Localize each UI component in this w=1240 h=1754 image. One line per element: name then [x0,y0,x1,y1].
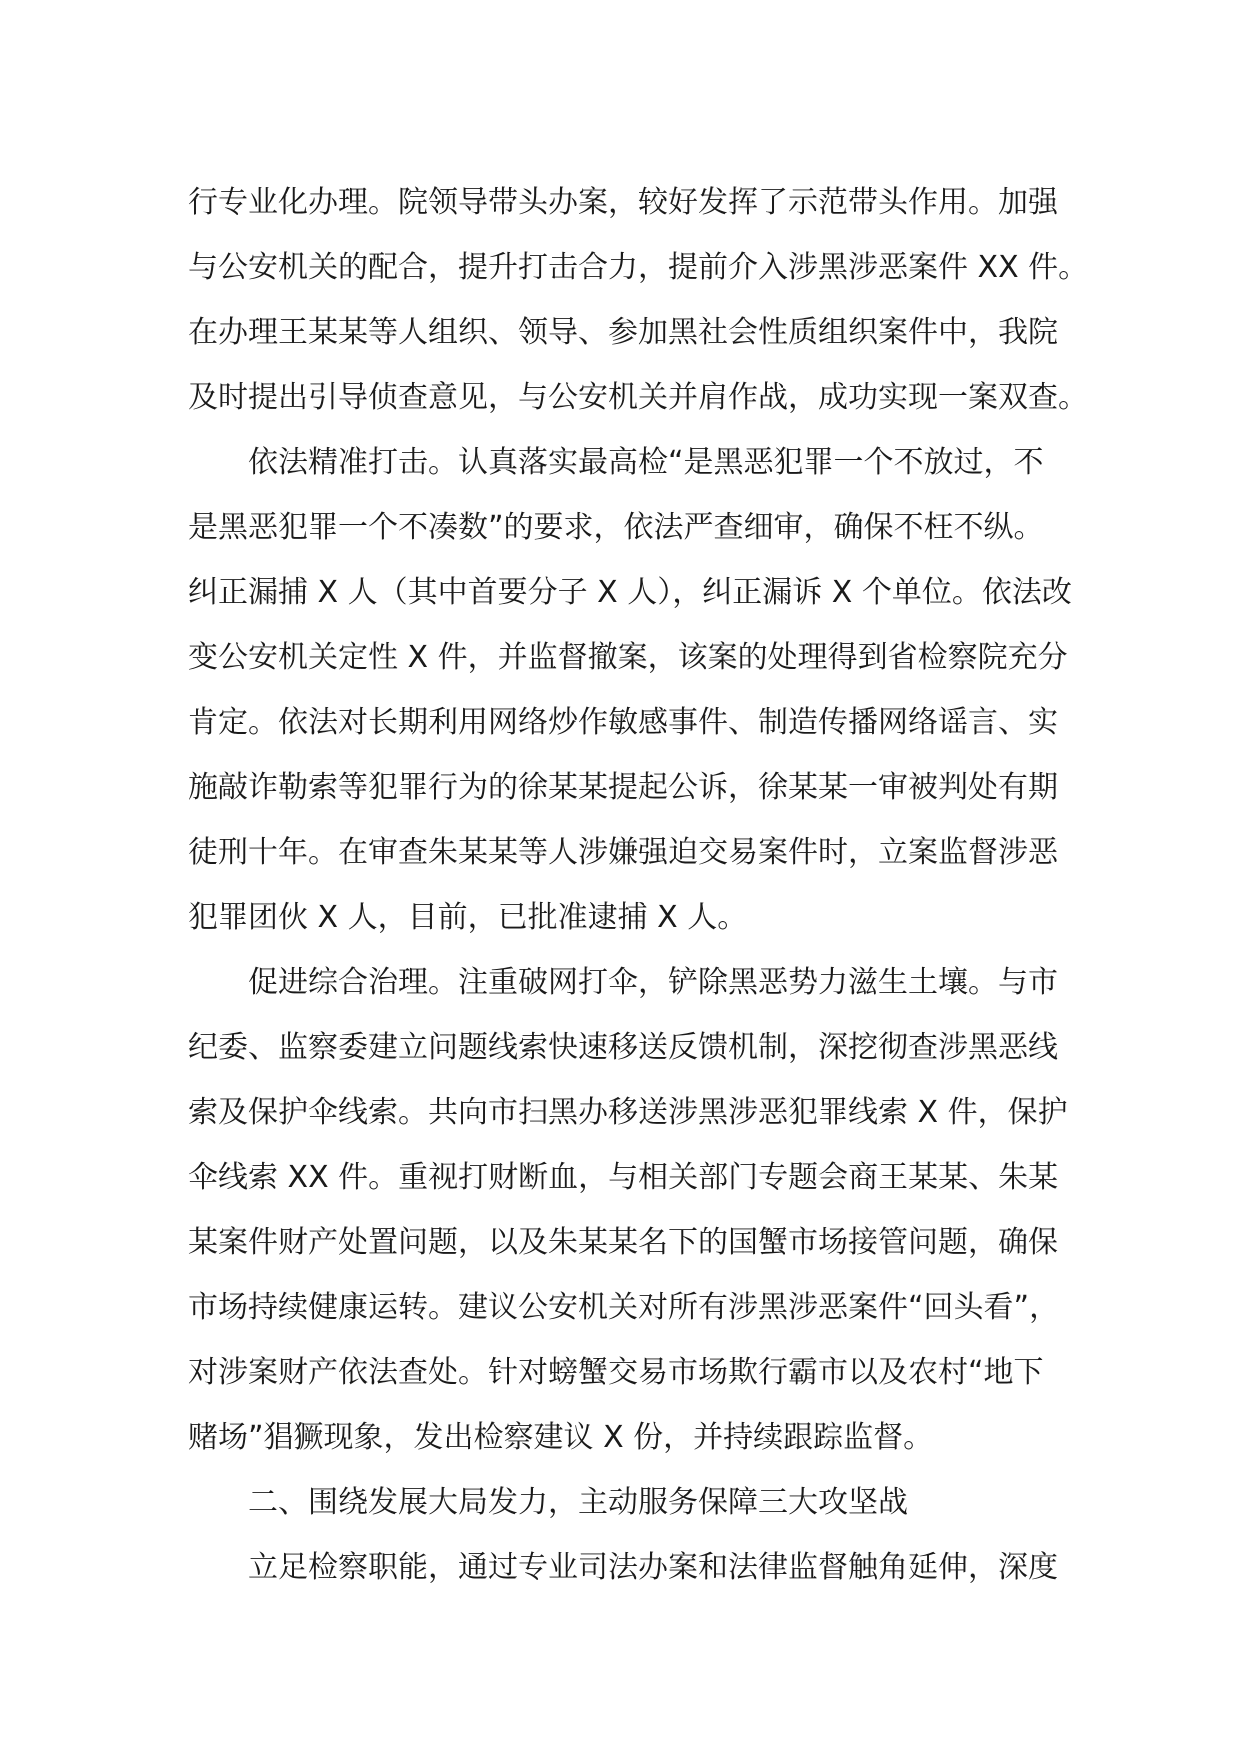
paragraph-start-line: 促进综合治理。注重破网打伞，铲除黑恶势力滋生土壤。与市 [248,965,1058,1000]
text-line: 变公安机关定性 X 件，并监督撤案，该案的处理得到省检察院充分 [188,640,1068,675]
text-line: 赌场”猖獗现象，发出检察建议 X 份，并持续跟踪监督。 [188,1420,934,1455]
text-line: 对涉案财产依法查处。针对螃蟹交易市场欺行霸市以及农村“地下 [188,1355,1044,1390]
text-line: 及时提出引导侦查意见，与公安机关并肩作战，成功实现一案双查。 [188,380,1088,415]
paragraph-start-line: 依法精准打击。认真落实最高检“是黑恶犯罪一个不放过，不 [248,445,1044,480]
text-line: 徒刑十年。在审查朱某某等人涉嫌强迫交易案件时，立案监督涉恶 [188,835,1058,870]
paragraph-start-line: 立足检察职能，通过专业司法办案和法律监督触角延伸，深度 [248,1550,1058,1585]
text-line: 索及保护伞线索。共向市扫黑办移送涉黑涉恶犯罪线索 X 件，保护 [188,1095,1068,1130]
text-line: 是黑恶犯罪一个不凑数”的要求，依法严查细审，确保不枉不纵。 [188,510,1044,545]
text-line: 犯罪团伙 X 人，目前，已批准逮捕 X 人。 [188,900,748,935]
text-line: 行专业化办理。院领导带头办案，较好发挥了示范带头作用。加强 [188,185,1058,220]
text-line: 施敲诈勒索等犯罪行为的徐某某提起公诉，徐某某一审被判处有期 [188,770,1058,805]
text-line: 纪委、监察委建立问题线索快速移送反馈机制，深挖彻查涉黑恶线 [188,1030,1058,1065]
text-line: 与公安机关的配合，提升打击合力，提前介入涉黑涉恶案件 XX 件。 [188,250,1089,285]
text-line: 在办理王某某等人组织、领导、参加黑社会性质组织案件中，我院 [188,315,1058,350]
text-line: 纠正漏捕 X 人（其中首要分子 X 人），纠正漏诉 X 个单位。依法改 [188,575,1072,610]
body-text [188,170,1089,1600]
text-line: 伞线索 XX 件。重视打财断血，与相关部门专题会商王某某、朱某 [188,1160,1059,1195]
text-line: 肯定。依法对长期利用网络炒作敏感事件、制造传播网络谣言、实 [188,705,1058,740]
text-line: 某案件财产处置问题，以及朱某某名下的国蟹市场接管问题，确保 [188,1225,1058,1260]
text-line: 市场持续健康运转。建议公安机关对所有涉黑涉恶案件“回头看”， [188,1290,1060,1325]
section-heading: 二、围绕发展大局发力，主动服务保障三大攻坚战 [248,1485,908,1520]
